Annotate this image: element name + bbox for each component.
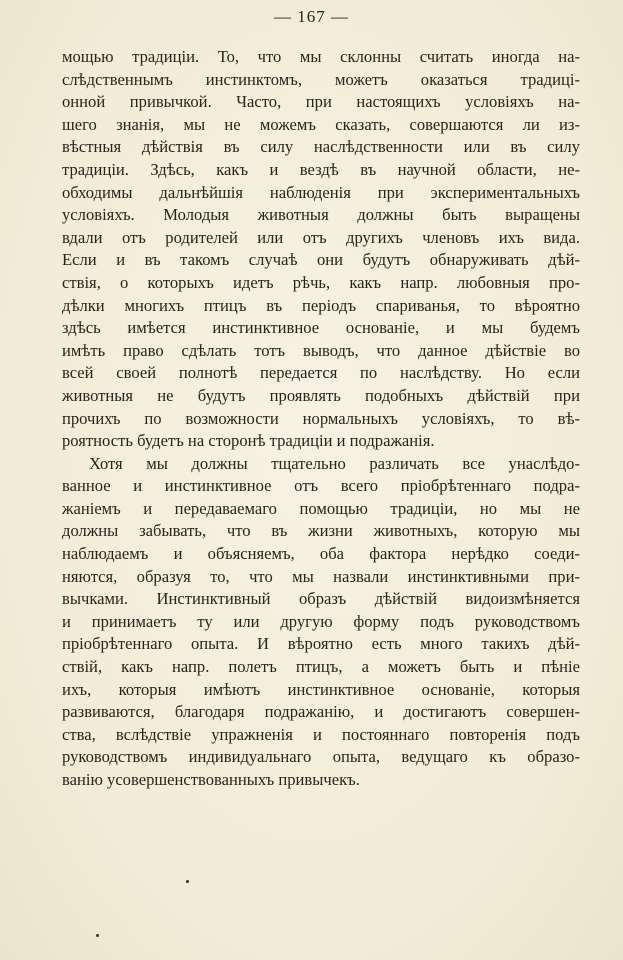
text-line: прочихъ по возможности нормальныхъ условіяхъ, то вѣ- bbox=[62, 408, 580, 428]
text-line: руководствомъ индивидуальнаго опыта, ведущаго къ образо- bbox=[62, 747, 580, 767]
text-line: шего знанія, мы не можемъ сказать, совершаются ли из- bbox=[62, 114, 580, 134]
text-line: вдали отъ родителей или отъ другихъ членовъ ихъ вида. bbox=[62, 227, 580, 247]
text-line: и принимаетъ ту или другую форму подъ руководствомъ bbox=[62, 611, 580, 631]
paragraph-2 bbox=[62, 453, 580, 792]
text-line: вѣстныя дѣйствія въ силу наслѣдственности или въ силу bbox=[62, 137, 580, 157]
text-line: ванію усовершенствованныхъ привычекъ. bbox=[62, 770, 360, 789]
text-line: должны забывать, что въ жизни животныхъ, которую мы bbox=[62, 521, 580, 541]
text-line: онной привычкой. Часто, при настоящихъ условіяхъ на- bbox=[62, 92, 580, 112]
text-line: ствій, какъ напр. полетъ птицъ, а можетъ быть и пѣніе bbox=[62, 657, 580, 677]
text-line: роятность будетъ на сторонѣ традиціи и подражанія. bbox=[62, 431, 435, 451]
text-line: всей своей полнотѣ передается по наслѣдству. Но если bbox=[62, 363, 580, 383]
text-line: наблюдаемъ и объясняемъ, оба фактора нерѣдко соеди- bbox=[62, 544, 580, 564]
text-line: вычками. Инстинктивный образъ дѣйствій видоизмѣняется bbox=[62, 589, 580, 609]
text-line: Хотя мы должны тщательно различать все унаслѣдо- bbox=[89, 453, 580, 473]
text-line: дѣлки многихъ птицъ въ періодъ спариванья, то вѣроятно bbox=[62, 295, 580, 315]
text-line: ихъ, которыя имѣютъ инстинктивное основаніе, которыя bbox=[62, 679, 580, 699]
print-speck bbox=[96, 934, 99, 937]
text-line: жаніемъ и передаваемаго помощью традиціи, но мы не bbox=[62, 498, 580, 518]
text-line: ства, вслѣдствіе упражненія и постояннаго повторенія подъ bbox=[62, 724, 580, 744]
paragraph-1 bbox=[62, 46, 580, 453]
text-line: имѣть право сдѣлать тотъ выводъ, что данное дѣйствіе во bbox=[62, 340, 580, 360]
text-line: слѣдственнымъ инстинктомъ, можетъ оказаться традиці- bbox=[62, 69, 580, 89]
body-text bbox=[62, 46, 580, 792]
text-line: животныя не будутъ проявлять подобныхъ дѣйствій при bbox=[62, 385, 580, 405]
text-line: традиціи. Здѣсь, какъ и вездѣ въ научной области, не- bbox=[62, 159, 580, 179]
text-line: ванное и инстинктивное отъ всего пріобрѣтеннаго подра- bbox=[62, 476, 580, 496]
print-speck bbox=[186, 880, 189, 883]
text-line: ствія, о которыхъ идетъ рѣчь, какъ напр. любовныя про- bbox=[62, 272, 580, 292]
text-line: обходимы дальнѣйшія наблюденія при экспериментальныхъ bbox=[62, 182, 580, 202]
text-line: няются, образуя то, что мы назвали инстинктивными при- bbox=[62, 566, 580, 586]
page-number: — 167 — bbox=[274, 7, 349, 26]
text-line: условіяхъ. Молодыя животныя должны быть выращены bbox=[62, 205, 580, 225]
text-line: развиваются, благодаря подражанію, и достигаютъ совершен- bbox=[62, 702, 580, 722]
text-line: мощью традиціи. То, что мы склонны считать иногда на- bbox=[62, 47, 580, 66]
text-line: пріобрѣтеннаго опыта. И вѣроятно есть много такихъ дѣй- bbox=[62, 634, 580, 654]
text-line: здѣсь имѣется инстинктивное основаніе, и мы будемъ bbox=[62, 318, 580, 338]
text-line: Если и въ такомъ случаѣ они будутъ обнаруживать дѣй- bbox=[62, 250, 580, 270]
